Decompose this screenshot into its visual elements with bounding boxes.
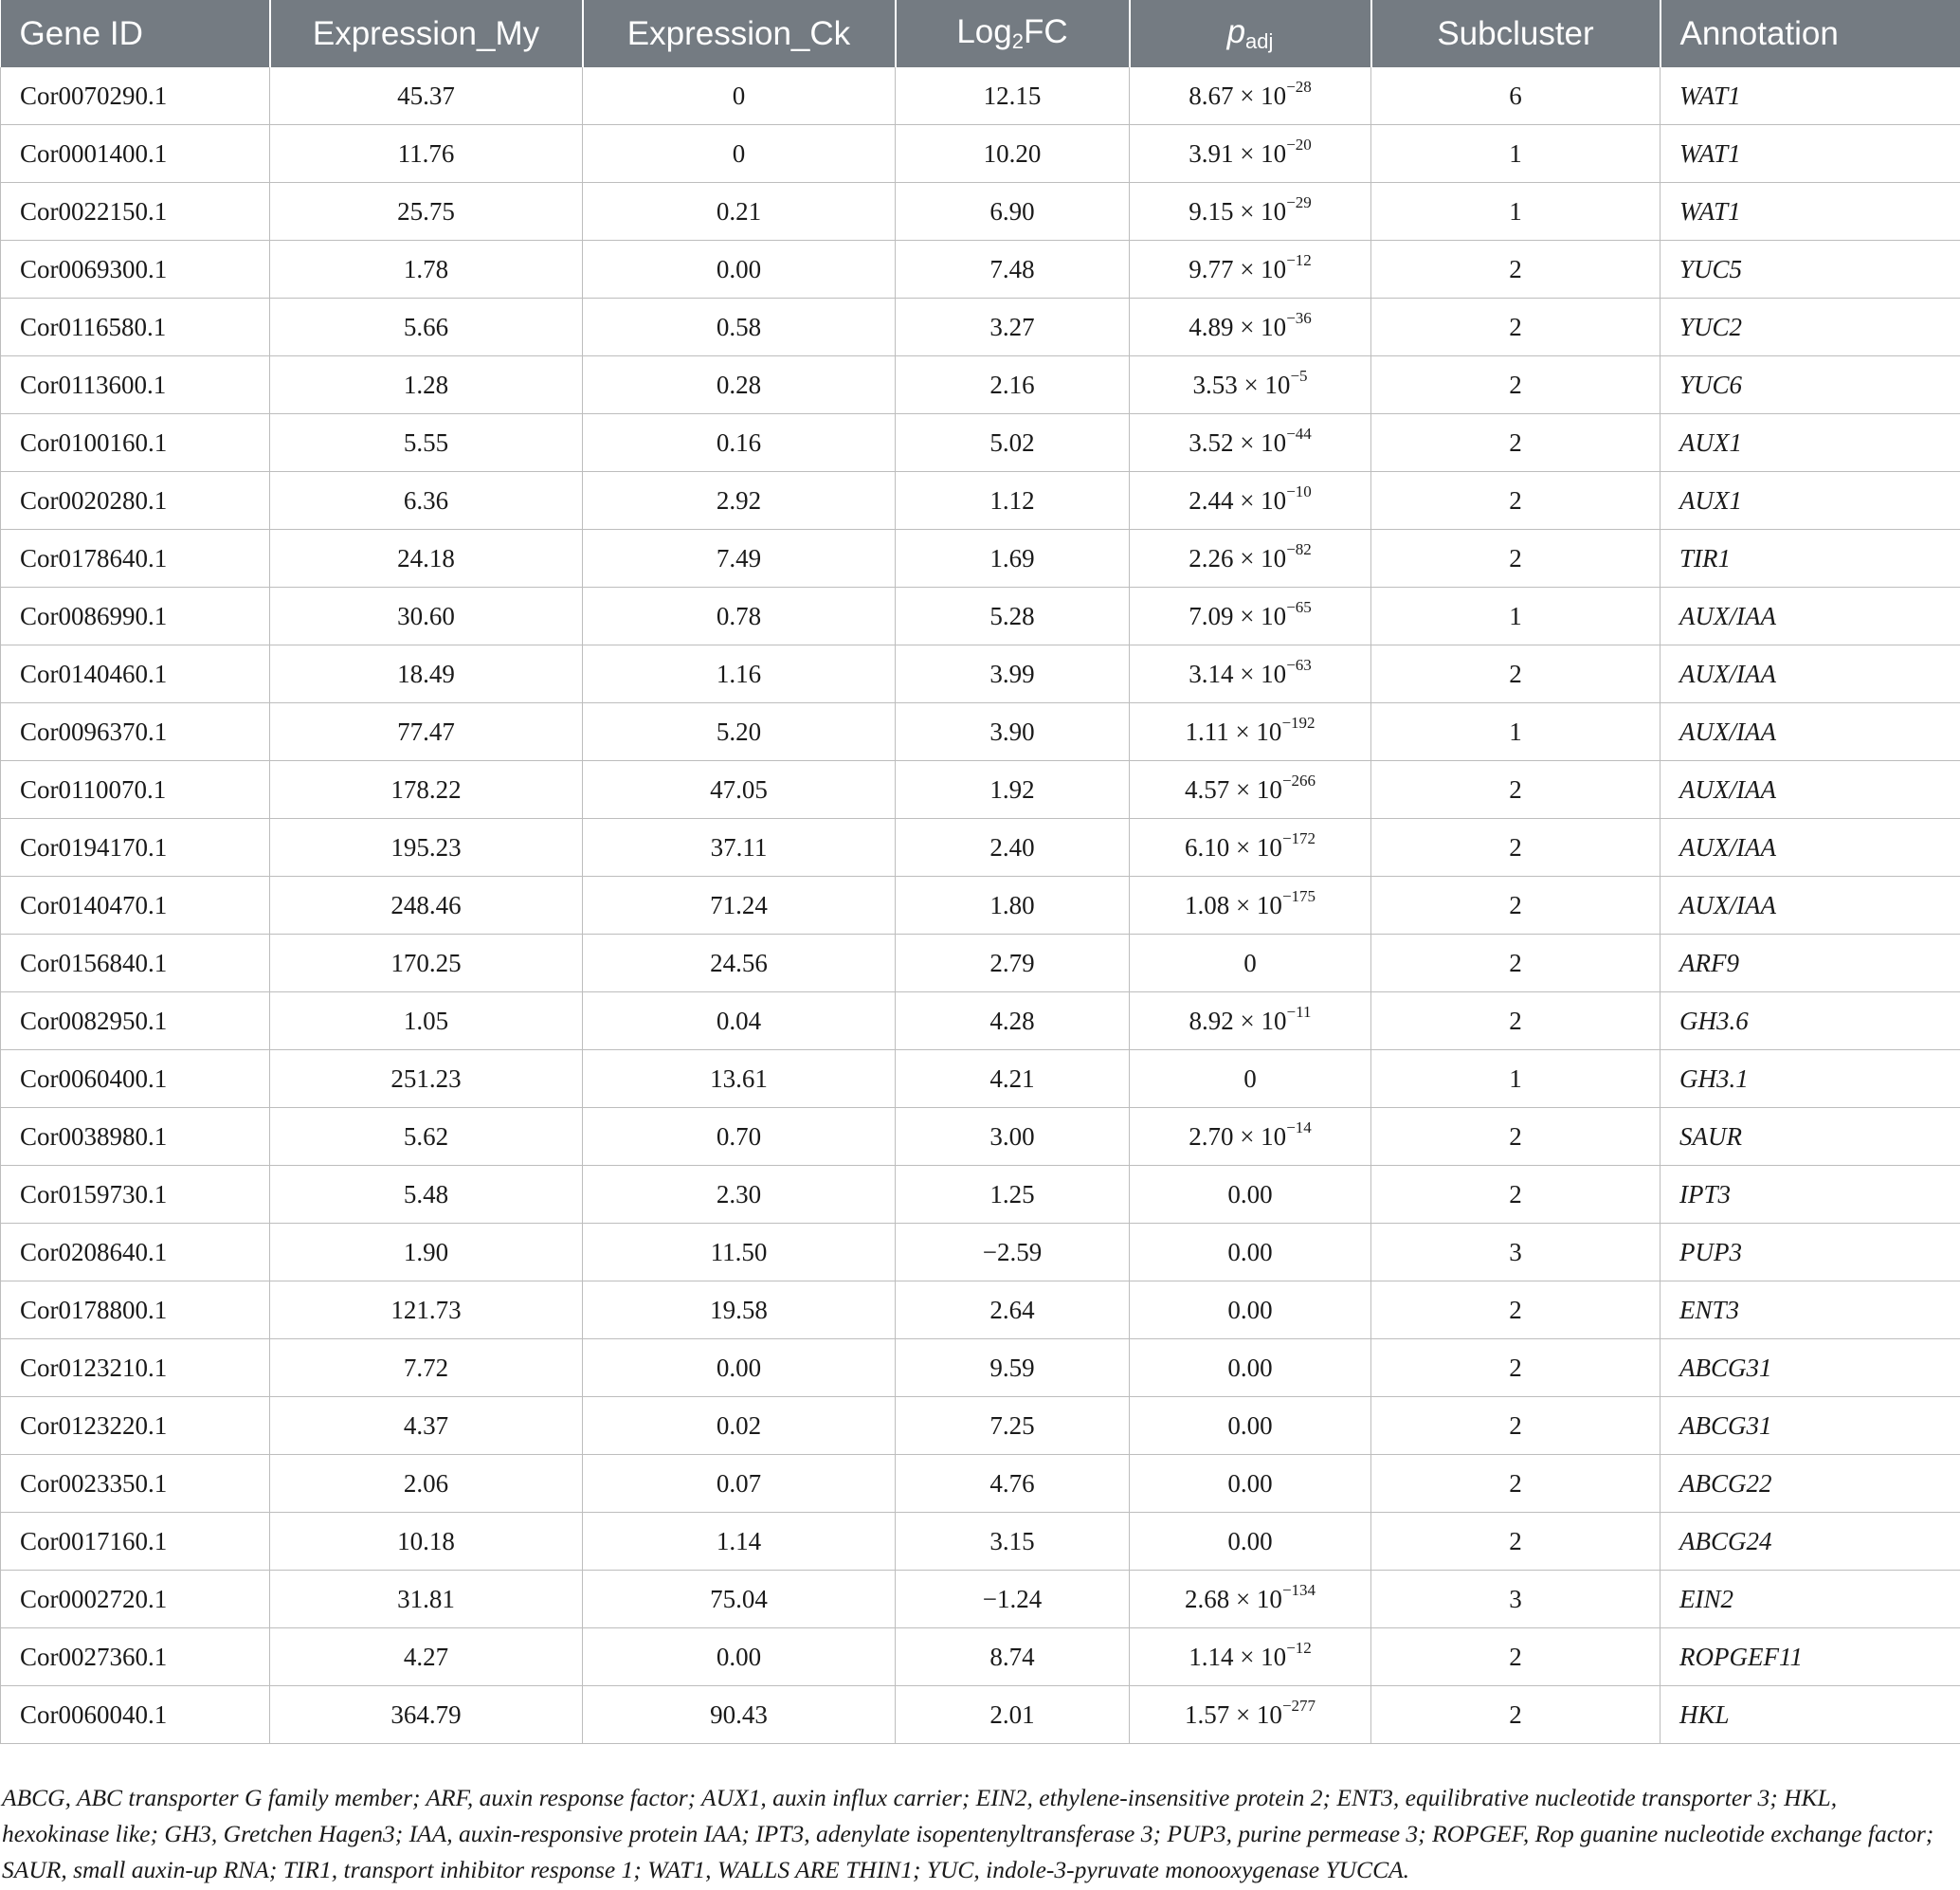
- cell-padj: [1130, 299, 1371, 356]
- padj-mantissa: 2.44 × 10: [1189, 485, 1287, 515]
- padj-mantissa: 3.52 × 10: [1189, 427, 1287, 457]
- cell-expression-ck: 19.58: [583, 1281, 896, 1339]
- cell-padj: [1130, 1628, 1371, 1686]
- table-row: [1, 1571, 1960, 1628]
- cell-expression-my: 121.73: [270, 1281, 583, 1339]
- cell-expression-my: 1.28: [270, 356, 583, 414]
- padj-mantissa: 2.68 × 10: [1184, 1584, 1282, 1613]
- cell-annotation: YUC6: [1661, 356, 1960, 414]
- cell-expression-my: 195.23: [270, 819, 583, 877]
- table-row: [1, 125, 1960, 183]
- cell-annotation: WAT1: [1661, 125, 1960, 183]
- cell-subcluster: 2: [1371, 1281, 1661, 1339]
- padj-mantissa: 8.67 × 10: [1189, 81, 1287, 110]
- cell-expression-ck: 0: [583, 125, 896, 183]
- header-subcluster: Subcluster: [1371, 0, 1661, 67]
- cell-padj: [1130, 356, 1371, 414]
- cell-expression-my: 10.18: [270, 1513, 583, 1571]
- cell-subcluster: 2: [1371, 1339, 1661, 1397]
- padj-mantissa: 2.70 × 10: [1189, 1121, 1287, 1151]
- padj-mantissa: 0.00: [1227, 1468, 1273, 1498]
- padj-exponent: −29: [1286, 192, 1312, 211]
- cell-subcluster: 2: [1371, 472, 1661, 530]
- cell-log2fc: 1.69: [896, 530, 1130, 588]
- cell-expression-my: 170.25: [270, 935, 583, 992]
- cell-gene-id: Cor0123220.1: [1, 1397, 270, 1455]
- cell-expression-ck: 0.07: [583, 1455, 896, 1513]
- table-row: [1, 1050, 1960, 1108]
- cell-padj: [1130, 1339, 1371, 1397]
- table-row: [1, 761, 1960, 819]
- cell-expression-ck: 0.16: [583, 414, 896, 472]
- cell-padj: [1130, 125, 1371, 183]
- cell-padj: [1130, 530, 1371, 588]
- cell-expression-my: 2.06: [270, 1455, 583, 1513]
- cell-annotation: YUC5: [1661, 241, 1960, 299]
- padj-exponent: −172: [1281, 828, 1316, 847]
- cell-log2fc: 1.92: [896, 761, 1130, 819]
- header-log2fc: [896, 0, 1130, 67]
- cell-padj: [1130, 992, 1371, 1050]
- cell-expression-ck: 0.28: [583, 356, 896, 414]
- padj-mantissa: 1.11 × 10: [1185, 717, 1282, 746]
- padj-exponent: −11: [1286, 1002, 1312, 1021]
- cell-gene-id: Cor0020280.1: [1, 472, 270, 530]
- table-row: [1, 935, 1960, 992]
- table-row: [1, 645, 1960, 703]
- cell-subcluster: 6: [1371, 67, 1661, 125]
- cell-log2fc: 1.80: [896, 877, 1130, 935]
- cell-padj: [1130, 1686, 1371, 1744]
- cell-expression-my: 5.48: [270, 1166, 583, 1224]
- padj-exponent: −5: [1290, 366, 1308, 385]
- header-log-sub: 2: [1011, 29, 1024, 53]
- cell-log2fc: 3.15: [896, 1513, 1130, 1571]
- cell-expression-ck: 75.04: [583, 1571, 896, 1628]
- cell-padj: [1130, 1397, 1371, 1455]
- cell-log2fc: 7.25: [896, 1397, 1130, 1455]
- padj-mantissa: 3.14 × 10: [1189, 659, 1287, 688]
- cell-annotation: ABCG22: [1661, 1455, 1960, 1513]
- cell-log2fc: −1.24: [896, 1571, 1130, 1628]
- padj-mantissa: 1.57 × 10: [1184, 1699, 1282, 1729]
- cell-expression-my: 4.27: [270, 1628, 583, 1686]
- cell-expression-my: 18.49: [270, 645, 583, 703]
- cell-expression-ck: 0.00: [583, 1628, 896, 1686]
- cell-annotation: ABCG31: [1661, 1339, 1960, 1397]
- cell-gene-id: Cor0178640.1: [1, 530, 270, 588]
- cell-expression-ck: 0: [583, 67, 896, 125]
- cell-expression-ck: 0.04: [583, 992, 896, 1050]
- cell-annotation: GH3.6: [1661, 992, 1960, 1050]
- cell-expression-ck: 2.30: [583, 1166, 896, 1224]
- cell-subcluster: 3: [1371, 1571, 1661, 1628]
- cell-gene-id: Cor0069300.1: [1, 241, 270, 299]
- padj-exponent: −10: [1286, 482, 1312, 500]
- header-p-sub: adj: [1245, 29, 1274, 53]
- table-row: [1, 414, 1960, 472]
- cell-annotation: AUX/IAA: [1661, 588, 1960, 645]
- padj-exponent: −63: [1286, 655, 1312, 674]
- cell-padj: [1130, 1455, 1371, 1513]
- cell-log2fc: 4.21: [896, 1050, 1130, 1108]
- cell-padj: [1130, 761, 1371, 819]
- padj-mantissa: 0: [1243, 948, 1257, 977]
- cell-subcluster: 2: [1371, 1686, 1661, 1744]
- cell-expression-my: 5.55: [270, 414, 583, 472]
- cell-log2fc: −2.59: [896, 1224, 1130, 1281]
- padj-exponent: −65: [1286, 597, 1312, 616]
- cell-expression-ck: 0.02: [583, 1397, 896, 1455]
- header-expression-ck: Expression_Ck: [583, 0, 896, 67]
- cell-padj: [1130, 588, 1371, 645]
- cell-subcluster: 2: [1371, 992, 1661, 1050]
- cell-padj: [1130, 1108, 1371, 1166]
- cell-subcluster: 1: [1371, 125, 1661, 183]
- padj-mantissa: 0.00: [1227, 1295, 1273, 1324]
- table-row: [1, 877, 1960, 935]
- header-p-main: p: [1226, 13, 1246, 50]
- cell-expression-my: 5.66: [270, 299, 583, 356]
- table-row: [1, 67, 1960, 125]
- cell-expression-my: 364.79: [270, 1686, 583, 1744]
- padj-mantissa: 8.92 × 10: [1189, 1006, 1287, 1035]
- padj-exponent: −14: [1286, 1118, 1312, 1136]
- cell-expression-ck: 1.16: [583, 645, 896, 703]
- cell-expression-ck: 0.58: [583, 299, 896, 356]
- table-row: [1, 356, 1960, 414]
- cell-gene-id: Cor0038980.1: [1, 1108, 270, 1166]
- cell-log2fc: 1.25: [896, 1166, 1130, 1224]
- padj-mantissa: 0.00: [1227, 1353, 1273, 1382]
- header-expression-my: Expression_My: [270, 0, 583, 67]
- cell-log2fc: 3.27: [896, 299, 1130, 356]
- cell-annotation: HKL: [1661, 1686, 1960, 1744]
- cell-expression-ck: 0.00: [583, 1339, 896, 1397]
- padj-mantissa: 4.57 × 10: [1184, 774, 1282, 804]
- cell-annotation: AUX/IAA: [1661, 877, 1960, 935]
- cell-expression-my: 248.46: [270, 877, 583, 935]
- cell-expression-ck: 37.11: [583, 819, 896, 877]
- cell-log2fc: 2.01: [896, 1686, 1130, 1744]
- cell-expression-my: 30.60: [270, 588, 583, 645]
- header-gene-id: Gene ID: [1, 0, 270, 67]
- padj-mantissa: 0.00: [1227, 1526, 1273, 1555]
- cell-log2fc: 2.64: [896, 1281, 1130, 1339]
- cell-gene-id: Cor0123210.1: [1, 1339, 270, 1397]
- cell-log2fc: 4.28: [896, 992, 1130, 1050]
- padj-exponent: −277: [1281, 1696, 1316, 1715]
- cell-expression-my: 7.72: [270, 1339, 583, 1397]
- cell-padj: [1130, 703, 1371, 761]
- cell-gene-id: Cor0159730.1: [1, 1166, 270, 1224]
- cell-expression-my: 5.62: [270, 1108, 583, 1166]
- cell-expression-my: 77.47: [270, 703, 583, 761]
- padj-exponent: −44: [1286, 424, 1312, 443]
- cell-gene-id: Cor0156840.1: [1, 935, 270, 992]
- cell-log2fc: 3.90: [896, 703, 1130, 761]
- padj-mantissa: 7.09 × 10: [1189, 601, 1287, 630]
- cell-expression-my: 6.36: [270, 472, 583, 530]
- cell-gene-id: Cor0100160.1: [1, 414, 270, 472]
- cell-log2fc: 7.48: [896, 241, 1130, 299]
- cell-padj: [1130, 183, 1371, 241]
- cell-subcluster: 2: [1371, 1166, 1661, 1224]
- cell-gene-id: Cor0001400.1: [1, 125, 270, 183]
- padj-exponent: −36: [1286, 308, 1312, 327]
- cell-padj: [1130, 645, 1371, 703]
- cell-annotation: YUC2: [1661, 299, 1960, 356]
- padj-exponent: −82: [1286, 539, 1312, 558]
- cell-subcluster: 3: [1371, 1224, 1661, 1281]
- table-row: [1, 1224, 1960, 1281]
- cell-annotation: EIN2: [1661, 1571, 1960, 1628]
- cell-annotation: ABCG24: [1661, 1513, 1960, 1571]
- cell-subcluster: 2: [1371, 241, 1661, 299]
- padj-mantissa: 0.00: [1227, 1410, 1273, 1440]
- cell-expression-my: 178.22: [270, 761, 583, 819]
- table-row: [1, 1686, 1960, 1744]
- cell-padj: [1130, 1050, 1371, 1108]
- table-row: [1, 992, 1960, 1050]
- padj-mantissa: 0.00: [1227, 1179, 1273, 1209]
- table-row: [1, 1281, 1960, 1339]
- cell-gene-id: Cor0023350.1: [1, 1455, 270, 1513]
- cell-expression-my: 251.23: [270, 1050, 583, 1108]
- cell-subcluster: 2: [1371, 761, 1661, 819]
- cell-log2fc: 8.74: [896, 1628, 1130, 1686]
- cell-expression-my: 1.05: [270, 992, 583, 1050]
- cell-subcluster: 2: [1371, 1513, 1661, 1571]
- padj-exponent: −12: [1286, 250, 1312, 269]
- table-row: [1, 1339, 1960, 1397]
- cell-annotation: ARF9: [1661, 935, 1960, 992]
- table-row: [1, 1166, 1960, 1224]
- cell-annotation: AUX/IAA: [1661, 819, 1960, 877]
- cell-gene-id: Cor0116580.1: [1, 299, 270, 356]
- cell-annotation: AUX/IAA: [1661, 645, 1960, 703]
- cell-expression-ck: 5.20: [583, 703, 896, 761]
- cell-expression-ck: 11.50: [583, 1224, 896, 1281]
- cell-subcluster: 2: [1371, 935, 1661, 992]
- cell-expression-ck: 0.00: [583, 241, 896, 299]
- cell-log2fc: 9.59: [896, 1339, 1130, 1397]
- cell-subcluster: 2: [1371, 1455, 1661, 1513]
- cell-log2fc: 5.02: [896, 414, 1130, 472]
- cell-expression-my: 24.18: [270, 530, 583, 588]
- padj-mantissa: 9.15 × 10: [1189, 196, 1287, 226]
- table-body: [1, 67, 1960, 1744]
- cell-expression-ck: 47.05: [583, 761, 896, 819]
- cell-subcluster: 2: [1371, 1397, 1661, 1455]
- table-row: [1, 1513, 1960, 1571]
- header-log-suffix: FC: [1024, 13, 1068, 50]
- padj-mantissa: 2.26 × 10: [1189, 543, 1287, 572]
- padj-mantissa: 0.00: [1227, 1237, 1273, 1266]
- cell-gene-id: Cor0140460.1: [1, 645, 270, 703]
- cell-log2fc: 12.15: [896, 67, 1130, 125]
- header-padj: [1130, 0, 1371, 67]
- padj-mantissa: 0: [1243, 1063, 1257, 1093]
- cell-log2fc: 5.28: [896, 588, 1130, 645]
- cell-expression-ck: 2.92: [583, 472, 896, 530]
- header-annotation: Annotation: [1661, 0, 1960, 67]
- table-row: [1, 299, 1960, 356]
- table-row: [1, 1628, 1960, 1686]
- cell-expression-ck: 13.61: [583, 1050, 896, 1108]
- table-row: [1, 241, 1960, 299]
- cell-subcluster: 2: [1371, 1628, 1661, 1686]
- cell-subcluster: 2: [1371, 877, 1661, 935]
- cell-annotation: ABCG31: [1661, 1397, 1960, 1455]
- cell-subcluster: 2: [1371, 819, 1661, 877]
- table-row: [1, 819, 1960, 877]
- cell-padj: [1130, 877, 1371, 935]
- cell-expression-my: 11.76: [270, 125, 583, 183]
- cell-annotation: AUX/IAA: [1661, 703, 1960, 761]
- cell-expression-my: 31.81: [270, 1571, 583, 1628]
- table-row: [1, 530, 1960, 588]
- padj-mantissa: 6.10 × 10: [1184, 832, 1282, 862]
- cell-gene-id: Cor0086990.1: [1, 588, 270, 645]
- cell-log2fc: 2.40: [896, 819, 1130, 877]
- cell-expression-my: 1.78: [270, 241, 583, 299]
- padj-exponent: −266: [1281, 771, 1316, 790]
- padj-exponent: −175: [1281, 886, 1316, 905]
- cell-gene-id: Cor0082950.1: [1, 992, 270, 1050]
- cell-subcluster: 2: [1371, 645, 1661, 703]
- padj-exponent: −12: [1286, 1638, 1312, 1657]
- cell-expression-ck: 24.56: [583, 935, 896, 992]
- cell-log2fc: 10.20: [896, 125, 1130, 183]
- cell-subcluster: 1: [1371, 183, 1661, 241]
- cell-expression-ck: 7.49: [583, 530, 896, 588]
- padj-mantissa: 9.77 × 10: [1189, 254, 1287, 283]
- cell-expression-my: 4.37: [270, 1397, 583, 1455]
- cell-expression-ck: 0.70: [583, 1108, 896, 1166]
- cell-gene-id: Cor0113600.1: [1, 356, 270, 414]
- cell-gene-id: Cor0140470.1: [1, 877, 270, 935]
- cell-expression-ck: 1.14: [583, 1513, 896, 1571]
- cell-annotation: WAT1: [1661, 183, 1960, 241]
- cell-log2fc: 4.76: [896, 1455, 1130, 1513]
- cell-gene-id: Cor0017160.1: [1, 1513, 270, 1571]
- cell-expression-ck: 71.24: [583, 877, 896, 935]
- cell-padj: [1130, 67, 1371, 125]
- cell-padj: [1130, 1513, 1371, 1571]
- cell-padj: [1130, 1571, 1371, 1628]
- cell-log2fc: 3.00: [896, 1108, 1130, 1166]
- cell-log2fc: 1.12: [896, 472, 1130, 530]
- padj-mantissa: 3.91 × 10: [1189, 138, 1287, 168]
- cell-subcluster: 1: [1371, 1050, 1661, 1108]
- cell-log2fc: 2.79: [896, 935, 1130, 992]
- cell-subcluster: 1: [1371, 588, 1661, 645]
- table-row: [1, 1108, 1960, 1166]
- padj-exponent: −192: [1281, 713, 1316, 732]
- cell-expression-ck: 0.21: [583, 183, 896, 241]
- table-row: [1, 1397, 1960, 1455]
- cell-expression-my: 45.37: [270, 67, 583, 125]
- cell-annotation: IPT3: [1661, 1166, 1960, 1224]
- cell-annotation: ENT3: [1661, 1281, 1960, 1339]
- cell-padj: [1130, 1281, 1371, 1339]
- cell-annotation: WAT1: [1661, 67, 1960, 125]
- cell-gene-id: Cor0096370.1: [1, 703, 270, 761]
- padj-mantissa: 1.08 × 10: [1184, 890, 1282, 919]
- cell-gene-id: Cor0027360.1: [1, 1628, 270, 1686]
- table-row: [1, 703, 1960, 761]
- cell-log2fc: 3.99: [896, 645, 1130, 703]
- cell-padj: [1130, 1166, 1371, 1224]
- cell-padj: [1130, 819, 1371, 877]
- cell-padj: [1130, 935, 1371, 992]
- table-footnote: ABCG, ABC transporter G family member; ARF, auxin response factor; AUX1, auxin influx carrier; EIN2, ethylene-insensitive protein 2; ENT3, equilibrative nucleotide transporter 3; HKL, hexokinase like; GH3, Gretchen Hagen3; IAA, auxin-responsive protein IAA; IPT3, adenylate isopentenyltransferase 3; PUP3, purine permease 3; ROPGEF, Rop guanine nucleotide exchange factor; SAUR, small auxin-up RNA; TIR1, transport inhibitor response 1; WAT1, WALLS ARE THIN1; YUC, indole-3-pyruvate monooxygenase YUCCA.: [2, 1784, 1934, 1883]
- cell-subcluster: 1: [1371, 703, 1661, 761]
- cell-gene-id: Cor0070290.1: [1, 67, 270, 125]
- cell-padj: [1130, 1224, 1371, 1281]
- padj-mantissa: 3.53 × 10: [1192, 370, 1291, 399]
- table-row: [1, 183, 1960, 241]
- table-row: [1, 472, 1960, 530]
- cell-padj: [1130, 472, 1371, 530]
- cell-expression-ck: 90.43: [583, 1686, 896, 1744]
- cell-gene-id: Cor0208640.1: [1, 1224, 270, 1281]
- padj-exponent: −28: [1286, 77, 1312, 96]
- padj-mantissa: 4.89 × 10: [1189, 312, 1287, 341]
- cell-annotation: AUX/IAA: [1661, 761, 1960, 819]
- cell-annotation: TIR1: [1661, 530, 1960, 588]
- padj-exponent: −20: [1286, 135, 1312, 154]
- cell-log2fc: 6.90: [896, 183, 1130, 241]
- cell-log2fc: 2.16: [896, 356, 1130, 414]
- cell-gene-id: Cor0110070.1: [1, 761, 270, 819]
- cell-annotation: PUP3: [1661, 1224, 1960, 1281]
- cell-expression-ck: 0.78: [583, 588, 896, 645]
- table-row: [1, 588, 1960, 645]
- cell-gene-id: Cor0002720.1: [1, 1571, 270, 1628]
- cell-subcluster: 2: [1371, 299, 1661, 356]
- cell-subcluster: 2: [1371, 530, 1661, 588]
- cell-gene-id: Cor0060400.1: [1, 1050, 270, 1108]
- cell-subcluster: 2: [1371, 1108, 1661, 1166]
- cell-annotation: ROPGEF11: [1661, 1628, 1960, 1686]
- cell-padj: [1130, 241, 1371, 299]
- padj-mantissa: 1.14 × 10: [1189, 1642, 1287, 1671]
- cell-subcluster: 2: [1371, 356, 1661, 414]
- cell-annotation: AUX1: [1661, 472, 1960, 530]
- cell-subcluster: 2: [1371, 414, 1661, 472]
- cell-annotation: GH3.1: [1661, 1050, 1960, 1108]
- cell-gene-id: Cor0178800.1: [1, 1281, 270, 1339]
- cell-gene-id: Cor0194170.1: [1, 819, 270, 877]
- cell-padj: [1130, 414, 1371, 472]
- cell-annotation: AUX1: [1661, 414, 1960, 472]
- padj-exponent: −134: [1281, 1580, 1316, 1599]
- cell-expression-my: 1.90: [270, 1224, 583, 1281]
- cell-expression-my: 25.75: [270, 183, 583, 241]
- header-log-prefix: Log: [956, 13, 1012, 50]
- header-row: [1, 0, 1960, 67]
- cell-annotation: SAUR: [1661, 1108, 1960, 1166]
- table-row: [1, 1455, 1960, 1513]
- cell-gene-id: Cor0022150.1: [1, 183, 270, 241]
- cell-gene-id: Cor0060040.1: [1, 1686, 270, 1744]
